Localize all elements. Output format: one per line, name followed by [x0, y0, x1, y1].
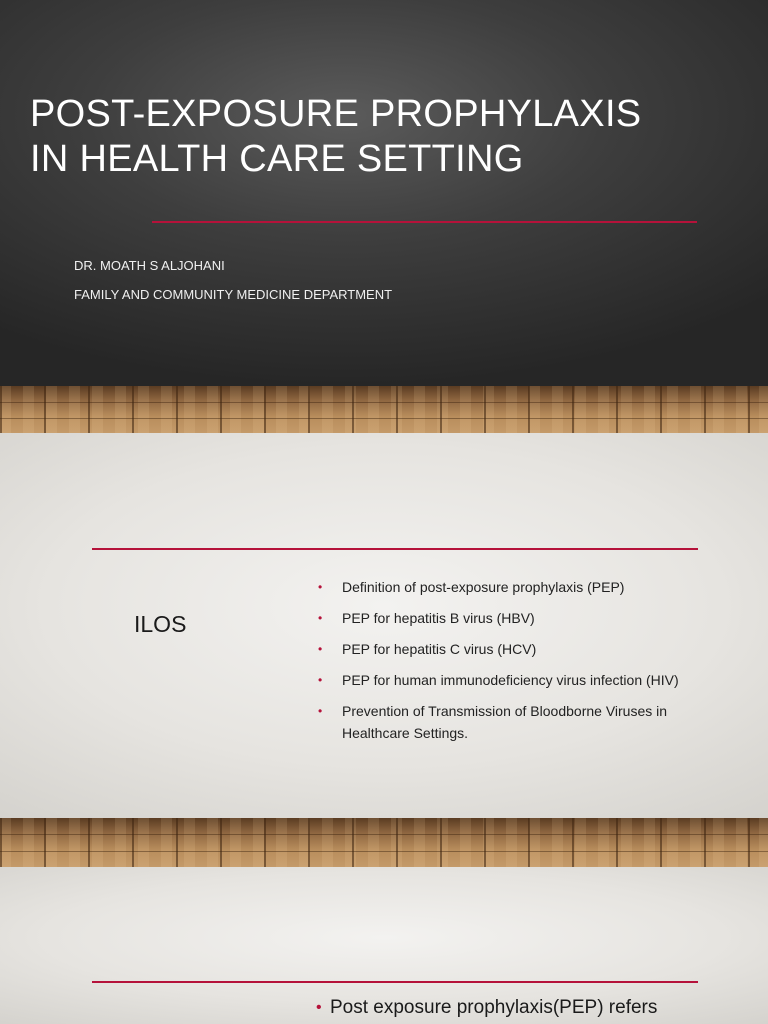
plank-seam — [0, 418, 768, 419]
list-item-text: Prevention of Transmission of Bloodborne Viruses in Healthcare Settings. — [342, 703, 668, 741]
slide-divider — [92, 548, 698, 550]
plank-seam — [0, 851, 768, 852]
list-item-text: Definition of post-exposure prophylaxis (PEP) — [342, 579, 625, 595]
list-item-text: PEP for hepatitis C virus (HCV) — [342, 641, 537, 657]
list-item — [318, 576, 698, 598]
bullet-icon: • — [318, 611, 323, 625]
bullet-icon: • — [318, 704, 323, 718]
plank-seam — [0, 834, 768, 835]
list-item — [318, 669, 698, 691]
title-divider — [152, 221, 697, 223]
title-slide[interactable] — [0, 0, 768, 386]
ilos-slide[interactable] — [0, 433, 768, 818]
list-item — [318, 700, 698, 744]
list-item-text: PEP for hepatitis B virus (HBV) — [342, 610, 535, 626]
slide-divider — [92, 981, 698, 983]
bullet-icon: • — [318, 673, 323, 687]
wood-floor-divider — [0, 818, 768, 867]
department-name: FAMILY AND COMMUNITY MEDICINE DEPARTMENT — [74, 287, 393, 302]
slide-title-line-1: POST-EXPOSURE PROPHYLAXIS — [30, 93, 642, 135]
slide-heading: ILOS — [134, 611, 187, 637]
author-name: DR. MOATH S ALJOHANI — [74, 258, 225, 273]
slide-title — [30, 92, 730, 182]
slide-title-line-2: IN HEALTH CARE SETTING — [30, 138, 524, 180]
definition-bullet-list — [316, 994, 736, 1022]
bullet-icon: • — [318, 642, 323, 656]
pep-definition-slide[interactable] — [0, 867, 768, 1024]
bullet-icon: • — [316, 999, 322, 1016]
list-item-text: Post exposure prophylaxis(PEP) refers — [330, 997, 658, 1018]
list-item — [316, 994, 736, 1022]
list-item — [318, 638, 698, 660]
list-item — [318, 607, 698, 629]
bullet-icon: • — [318, 580, 323, 594]
ilos-bullet-list — [318, 576, 698, 753]
plank-seam — [0, 402, 768, 403]
list-item-text: PEP for human immunodeficiency virus infection (HIV) — [342, 672, 679, 688]
wood-floor-divider — [0, 386, 768, 433]
